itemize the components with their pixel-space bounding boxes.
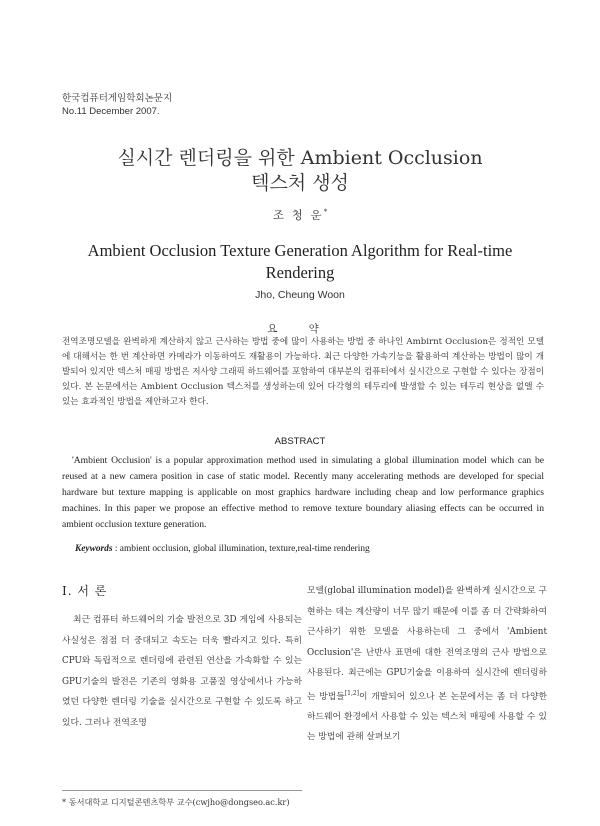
- keywords-text: ambient occlusion, global illumination, texture,real-time rendering: [119, 544, 370, 554]
- korean-title-line1: 실시간 렌더링을 위한 Ambient Occlusion: [117, 147, 483, 169]
- intro-right-column: [307, 581, 547, 748]
- keywords: [75, 544, 545, 554]
- keywords-separator: :: [112, 544, 120, 554]
- english-title-line2: Rendering: [265, 263, 335, 282]
- english-abstract: 'Ambient Occlusion' is a popular approximation method used in simulating a global illumination model which can be reused at a new camera position in case of static model. Recently many accelerating methods are developed for special hardware but texture mapping is applicable on most graphics hardware including cheap and low performance graphics machines. In this paper we propose an effective method to remove texture boundary aliasing effects can be occurred in ambient occlusion texture generation.: [62, 455, 544, 530]
- korean-title-line2: 텍스처 생성: [251, 172, 349, 194]
- intro-right-text-b: 이 개발되어 있으나 본 논문에서는 좀 더 다양한 하드웨어 환경에서 사용할 수 있는 텍스처 매핑에 사용할 수 있는 방법에 관해 살펴보기: [307, 691, 547, 743]
- intro-right-text-a: 모델(global illumination model)을 완벽하게 실시간으로 구현하는 데는 계산량이 너무 많기 때문에 이를 좀 더 간략화하여 근사하기 위한 모델을 사용하는데 그 중에서 'Ambient Occlusion'은 난반사 표면에 대한 전역조명의 근사 방법으로 사용된다. 최근에는 GPU기술을 이용하여 실시간에 렌더링하는 방법들: [307, 586, 547, 702]
- citation: [1,2]: [344, 689, 360, 697]
- english-title-line1: Ambient Occlusion Texture Generation Algorithm for Real-time: [87, 241, 513, 260]
- intro-left-column: 최근 컴퓨터 하드웨어의 기술 발전으로 3D 게임에 사용되는 사실성은 점점 더 중대되고 속도는 더욱 빨라지고 있다. 특히 CPU와 독립적으로 렌더링에 관련된 연산을 가속화할 수 있는 GPU기술의 발전은 기존의 영화용 고품질 영상에서나 가능하였던 다양한 렌더링 기술을 실시간으로 구현할 수 있도록 하고 있다. 그러나 전역조명: [62, 615, 302, 728]
- english-author: Jho, Cheung Woon: [255, 289, 345, 301]
- english-title: [40, 240, 560, 284]
- journal-issue: No.11 December 2007.: [62, 106, 160, 117]
- footnote-divider: [62, 790, 302, 791]
- keywords-label: Keywords: [75, 544, 113, 554]
- korean-title: [0, 146, 600, 196]
- korean-author-name: 조 청 운: [272, 208, 324, 222]
- english-abstract-heading: ABSTRACT: [274, 436, 326, 447]
- journal-name: 한국컴퓨터게임학회논문지: [62, 93, 173, 104]
- author-footnote: * 동서대학교 디지털콘텐츠학부 교수(cwjho@dongseo.ac.kr): [62, 797, 290, 807]
- korean-abstract-heading: 요 약: [267, 323, 333, 335]
- journal-header: [62, 92, 172, 118]
- korean-abstract: 전역조명모델을 완벽하게 계산하지 않고 근사하는 방법 중에 많이 사용하는 방법 중 하나인 Ambirnt Occlusion은 정적인 모델에 대해서는 한 번 계산하면 카메라가 이동하여도 재활용이 가능하다. 최근 다양한 가속기능을 활용하여 계산하는 방법이 많이 개발되어 있지만 텍스처 매핑 방법은 저사양 그래픽 하드웨어를 포함하여 대부분의 컴퓨터에서 실시간으로 구현할 수 있다는 장점이 있다. 본 논문에서는 Ambient Occlusion 텍스처를 생성하는데 있어 다각형의 테두리에 발생할 수 있는 테두리 현상을 없앨 수 있는 효과적인 방법을 제안하고자 한다.: [62, 337, 544, 407]
- korean-author: [0, 207, 600, 223]
- author-footnote-mark: *: [323, 208, 328, 217]
- section-heading: Ⅰ. 서 론: [62, 584, 108, 598]
